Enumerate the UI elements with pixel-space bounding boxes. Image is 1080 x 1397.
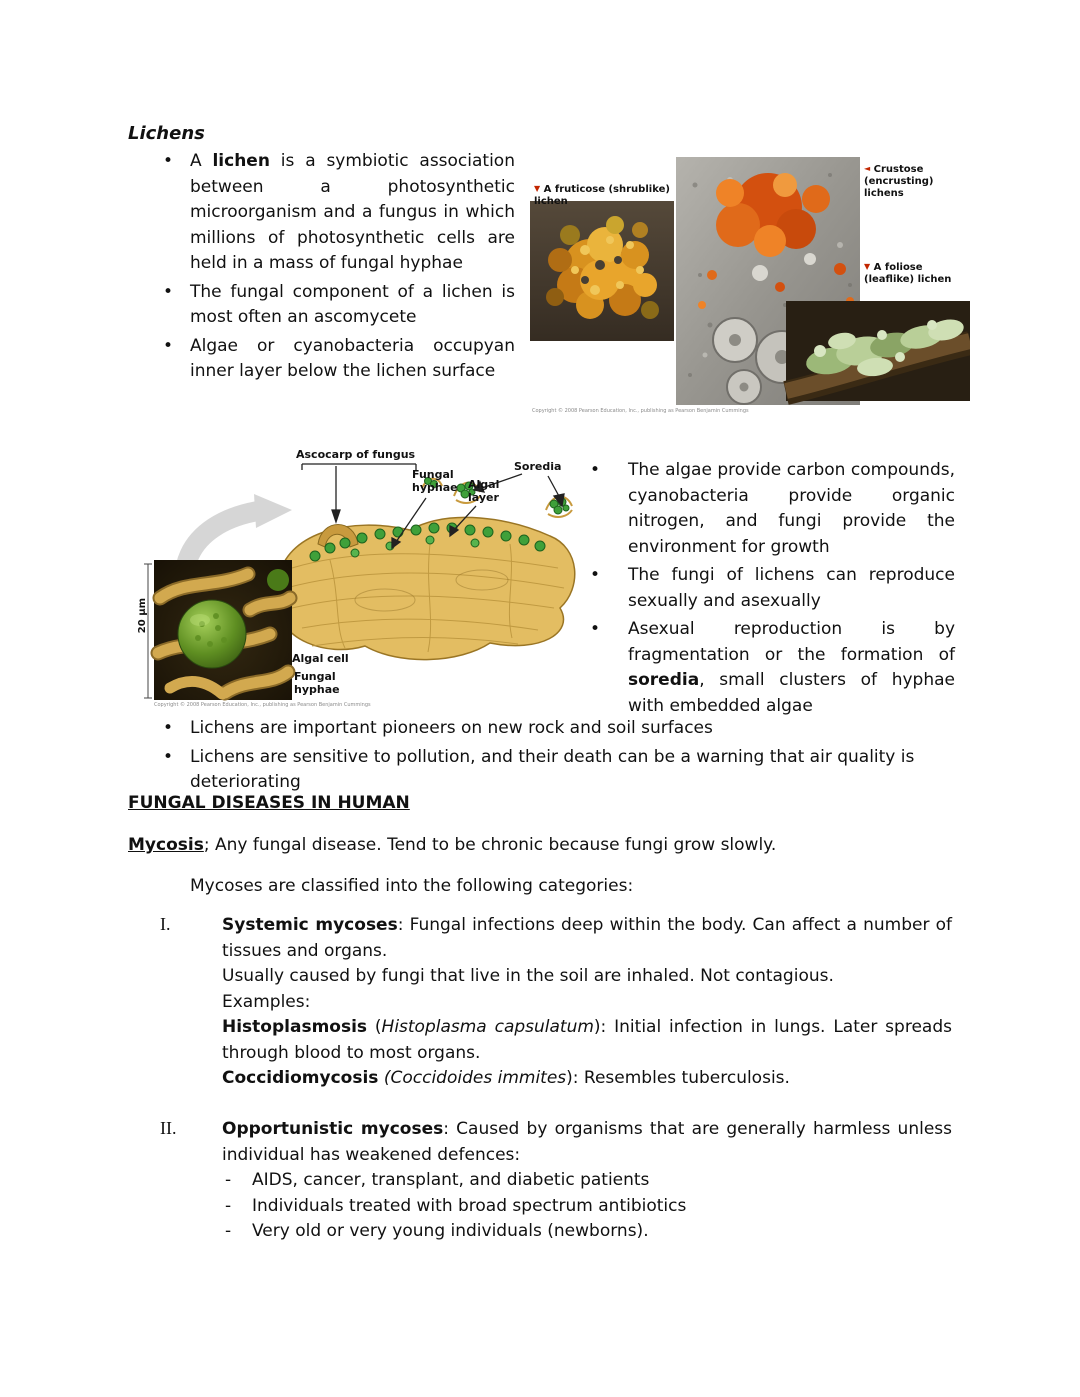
- list-number-2: II.: [160, 1118, 177, 1138]
- bullet-marker: •: [590, 565, 601, 585]
- section-title-lichens: Lichens: [128, 123, 205, 144]
- paragraph: [222, 1066, 952, 1092]
- opportunistic-mycoses-block: [222, 1117, 952, 1245]
- label-text: A foliose (leaflike) lichen: [864, 262, 952, 285]
- list-number-1: I.: [160, 914, 171, 934]
- text-run: : Fungal infections deep within the body. Can affect a number of tissues and organs.: [222, 915, 952, 961]
- term-mycosis: Mycosis: [128, 835, 204, 855]
- text-run: ; Any fungal disease. Tend to be chronic because fungi grow slowly.: [203, 835, 777, 855]
- fungal-hyphae-bottom-label: Fungal hyphae: [294, 670, 340, 696]
- text-run-bold: Coccidiomycosis: [222, 1068, 379, 1088]
- paragraph: [222, 913, 952, 964]
- micrograph-inset: [144, 560, 292, 700]
- list-item: [590, 617, 955, 719]
- foliose-lichen-photo: [786, 301, 970, 401]
- text-run-italic: Coccidoides immites: [390, 1068, 567, 1088]
- text-run-italic: (: [378, 1068, 391, 1088]
- text-run-italic: Histoplasma capsulatum: [381, 1017, 594, 1037]
- label-text: A fruticose (shrublike) lichen: [534, 184, 670, 207]
- fungal-hyphae-top-label: Fungal hyphae: [412, 468, 458, 494]
- left-triangle-icon: ◄: [864, 164, 871, 173]
- bullet-text: The algae provide carbon compounds, cyanobacteria provide organic nitrogen, and fungi provide the environment for growth: [628, 460, 955, 557]
- text-run: is a symbiotic association between a photosynthetic microorganism and a fungus in which millions of photosynthetic cells are held in a mass of fungal hyphae: [190, 151, 515, 273]
- mycoses-intro: Mycoses are classified into the following categories:: [190, 876, 634, 896]
- lichen-cross-section-illustration: [130, 448, 585, 710]
- bullet-marker: •: [163, 718, 174, 738]
- foliose-label: [864, 261, 954, 286]
- list-item: [163, 280, 515, 331]
- bullet-text: The fungal component of a lichen is most often an ascomycete: [190, 281, 515, 327]
- systemic-mycoses-block: [222, 913, 952, 1092]
- paragraph: [222, 1015, 952, 1066]
- down-triangle-icon: ▼: [534, 184, 541, 193]
- dash-marker: -: [225, 1195, 232, 1216]
- bullet-marker: •: [590, 619, 601, 639]
- text-run-bold: lichen: [212, 151, 270, 171]
- text-run-bold: Systemic mycoses: [222, 915, 398, 935]
- down-triangle-icon: ▼: [864, 262, 871, 271]
- list-item: [590, 563, 955, 614]
- bullet-marker: •: [590, 460, 601, 480]
- bullet-text: Lichens are important pioneers on new rock and soil surfaces: [190, 718, 713, 738]
- dash-item: [222, 1194, 952, 1220]
- text-run: : Caused by organisms that are generally harmless unless individual has weakened defences:: [222, 1119, 952, 1165]
- dash-item: [222, 1168, 952, 1194]
- algal-cell-label: Algal cell: [292, 652, 349, 665]
- dash-marker: -: [225, 1221, 232, 1241]
- algal-layer-label: Algal layer: [468, 478, 500, 504]
- bullet-text: [628, 617, 955, 719]
- bullet-text: Lichens are sensitive to pollution, and their death can be a warning that air quality is deteriorating: [190, 746, 915, 792]
- text-run: ): Initial infection in lungs. Later spreads through blood to most organs.: [222, 1017, 952, 1063]
- dash-marker: -: [225, 1170, 232, 1190]
- paragraph: [222, 1117, 952, 1168]
- text-run-bold: Opportunistic mycoses: [222, 1119, 444, 1139]
- bullet-text: Algae or cyanobacteria occupyan inner layer below the lichen surface: [190, 335, 515, 381]
- bullet-marker: •: [163, 281, 174, 302]
- bullet-marker: •: [163, 335, 174, 356]
- paragraph: Usually caused by fungi that live in the soil are inhaled. Not contagious.: [222, 966, 834, 986]
- paragraph: Examples:: [222, 991, 311, 1012]
- list-item: [590, 458, 955, 560]
- bullet-text: The fungi of lichens can reproduce sexually and asexually: [628, 565, 955, 611]
- section-heading-fungal-diseases: FUNGAL DISEASES IN HUMAN: [128, 793, 410, 813]
- mycosis-definition: [128, 833, 954, 859]
- bullet-text: [190, 149, 515, 277]
- text-run: A: [190, 151, 213, 171]
- bullet-marker: •: [163, 151, 174, 171]
- bullet-marker: •: [163, 746, 174, 767]
- lichens-right-column: [590, 458, 955, 722]
- figure-copyright: Copyright © 2008 Pearson Education, Inc., publishing as Pearson Benjamin Cummings: [532, 408, 749, 414]
- label-text: Crustose (encrusting) lichens: [864, 164, 934, 199]
- lichens-bottom-bullets: [163, 716, 965, 799]
- text-run: ): Resembles tuberculosis.: [566, 1068, 790, 1088]
- dash-text: Very old or very young individuals (newborns).: [252, 1221, 649, 1241]
- text-run-bold: Histoplasmosis: [222, 1017, 368, 1037]
- text-run-bold: soredia: [628, 670, 700, 690]
- figure-lichen-anatomy: [130, 448, 585, 710]
- scale-bar-label: 20 µm: [137, 598, 148, 634]
- dash-text: AIDS, cancer, transplant, and diabetic patients: [252, 1170, 650, 1190]
- dash-item: [222, 1219, 952, 1245]
- fruticose-lichen-photo: [530, 201, 674, 341]
- list-item: [163, 149, 515, 277]
- lichens-bullet-list: [163, 149, 515, 388]
- ascocarp-label: Ascocarp of fungus: [296, 448, 416, 461]
- fruticose-label: [534, 183, 684, 208]
- dash-text: Individuals treated with broad spectrum antibiotics: [252, 1195, 687, 1216]
- soredia-label: Soredia: [514, 460, 562, 473]
- crustose-label: [864, 163, 960, 200]
- figure-lichen-types: [530, 155, 970, 417]
- list-item: [163, 716, 965, 742]
- list-item: [163, 334, 515, 385]
- text-run: (: [367, 1017, 382, 1037]
- figure-copyright: Copyright © 2008 Pearson Education, Inc., publishing as Pearson Benjamin Cummings: [154, 702, 371, 708]
- text-run: Asexual reproduction is by fragmentation or the formation of: [628, 619, 955, 665]
- list-item: [163, 745, 965, 796]
- text-run: , small clusters of hyphae with embedded algae: [628, 670, 955, 716]
